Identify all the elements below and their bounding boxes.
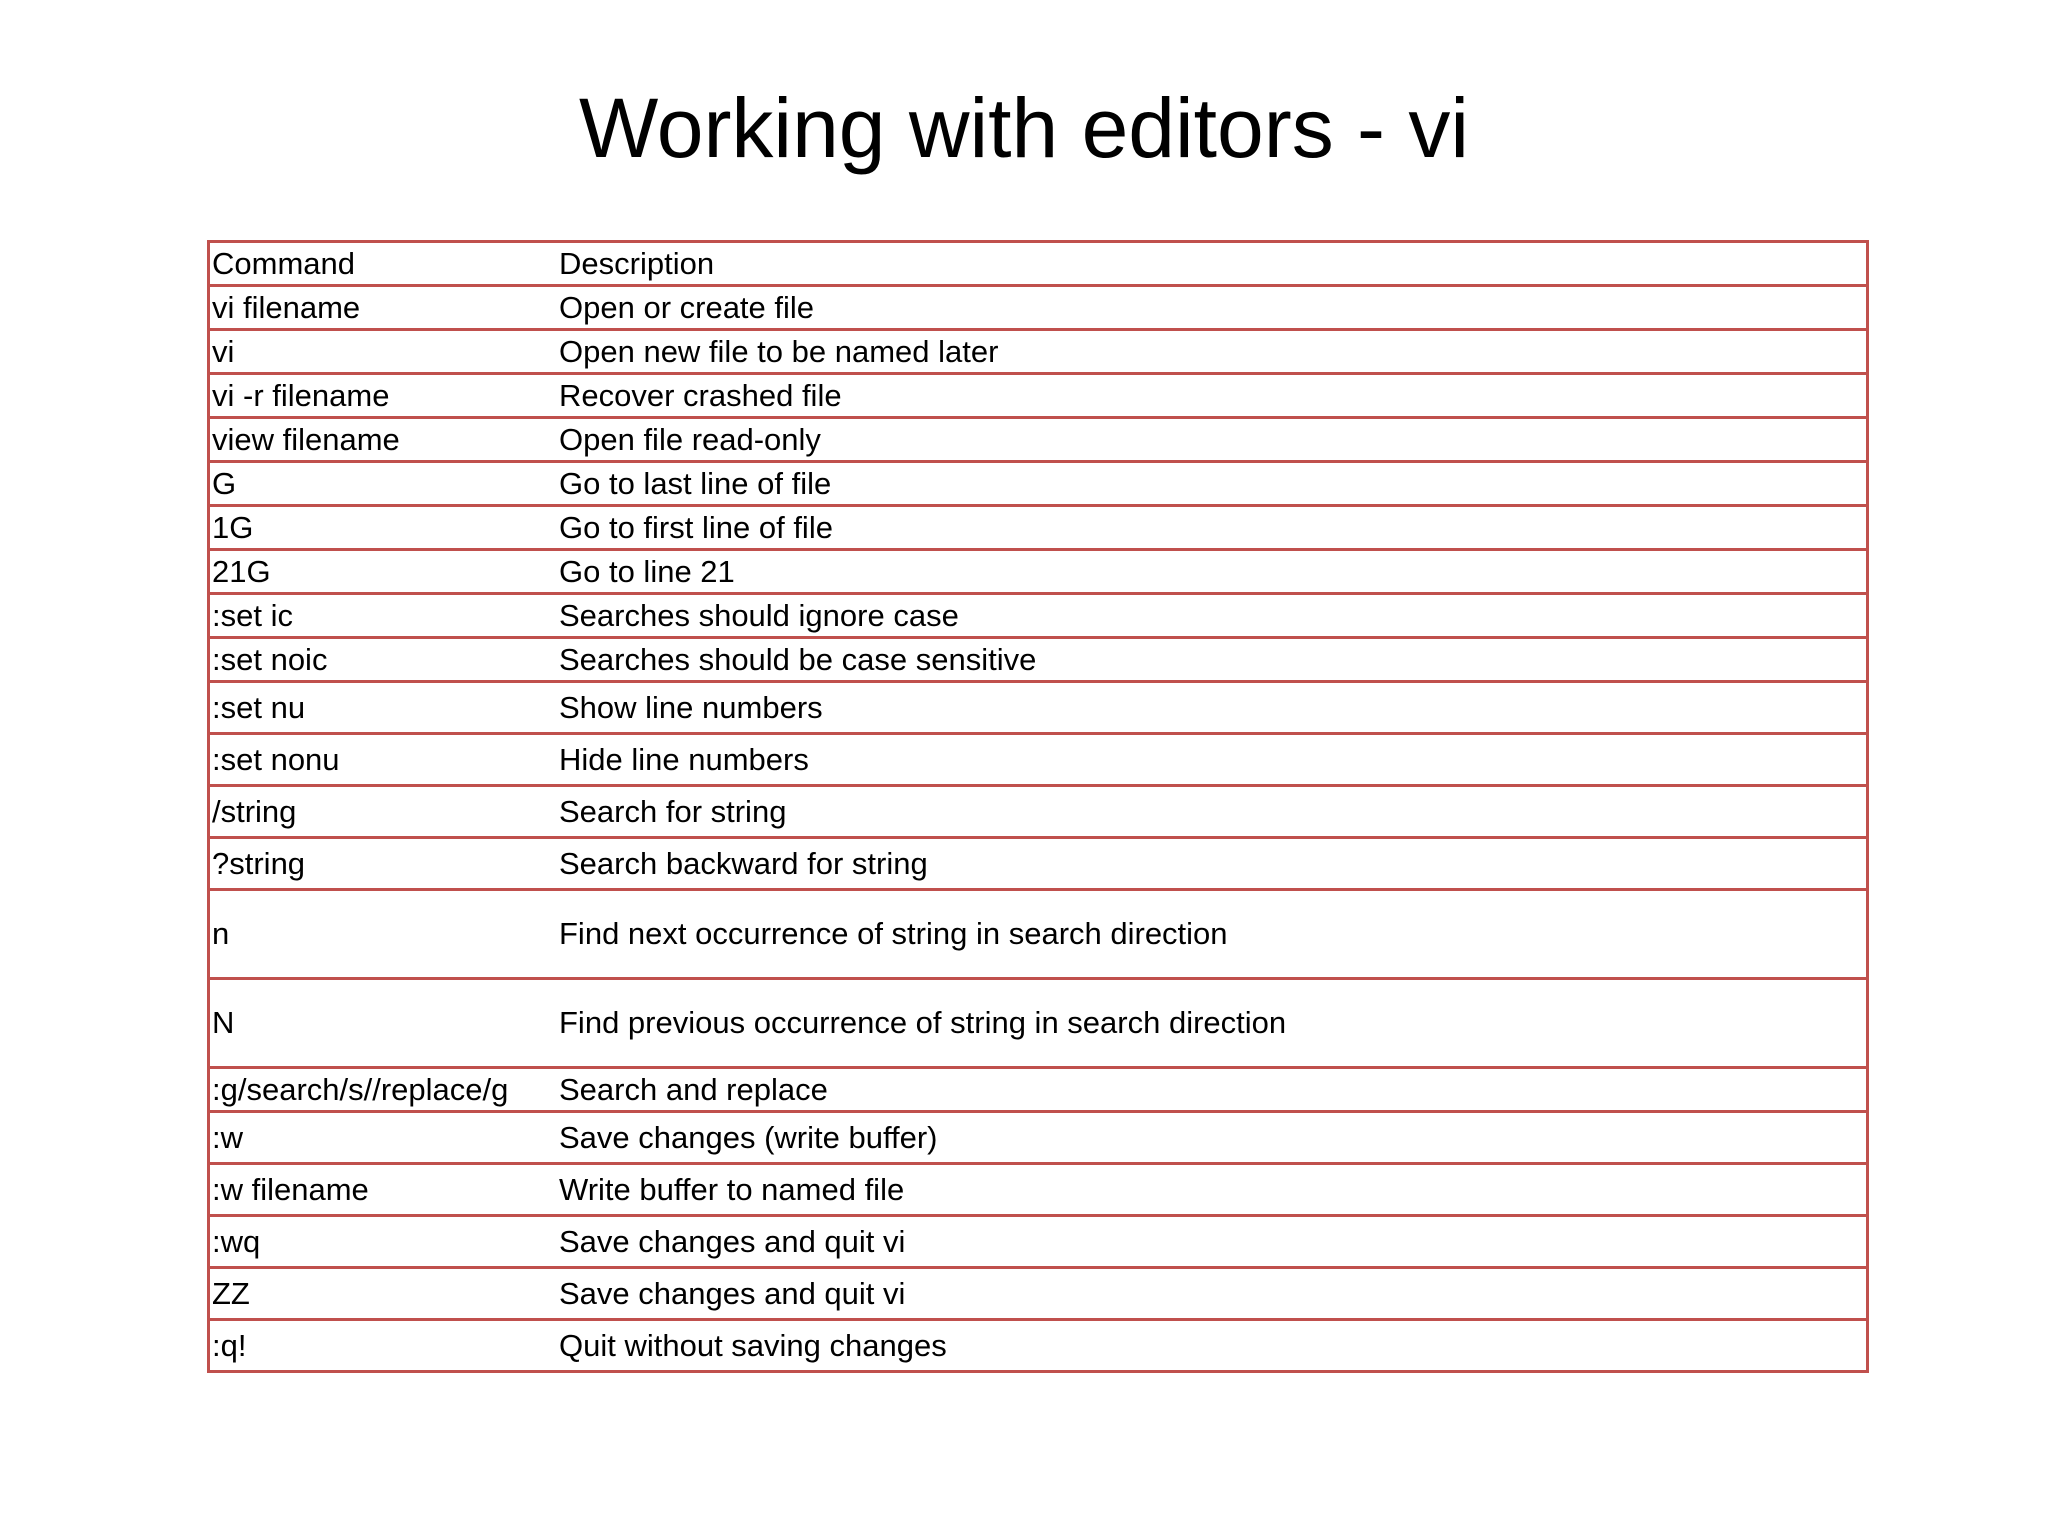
command-cell: :set ic bbox=[209, 594, 558, 638]
table-row bbox=[209, 838, 1868, 890]
table-row bbox=[209, 330, 1868, 374]
command-cell: :w filename bbox=[209, 1164, 558, 1216]
description-cell: Show line numbers bbox=[557, 682, 1868, 734]
command-cell: :g/search/s//replace/g bbox=[209, 1068, 558, 1112]
command-cell: :set nu bbox=[209, 682, 558, 734]
column-header-command: Command bbox=[209, 242, 558, 286]
command-cell: :w bbox=[209, 1112, 558, 1164]
command-cell: :set noic bbox=[209, 638, 558, 682]
description-cell: Search and replace bbox=[557, 1068, 1868, 1112]
table-row bbox=[209, 979, 1868, 1068]
table-row bbox=[209, 1068, 1868, 1112]
command-cell: /string bbox=[209, 786, 558, 838]
description-cell: Go to last line of file bbox=[557, 462, 1868, 506]
command-cell: :set nonu bbox=[209, 734, 558, 786]
command-cell: vi bbox=[209, 330, 558, 374]
table-row bbox=[209, 1216, 1868, 1268]
table-row bbox=[209, 734, 1868, 786]
command-cell: ?string bbox=[209, 838, 558, 890]
table-row bbox=[209, 638, 1868, 682]
description-cell: Search for string bbox=[557, 786, 1868, 838]
command-cell: :q! bbox=[209, 1320, 558, 1372]
command-cell: view filename bbox=[209, 418, 558, 462]
description-cell: Searches should be case sensitive bbox=[557, 638, 1868, 682]
command-cell: 21G bbox=[209, 550, 558, 594]
table-row bbox=[209, 682, 1868, 734]
description-cell: Hide line numbers bbox=[557, 734, 1868, 786]
table-row bbox=[209, 1320, 1868, 1372]
description-cell: Find previous occurrence of string in search direction bbox=[557, 979, 1868, 1068]
column-header-description: Description bbox=[557, 242, 1868, 286]
table-row bbox=[209, 550, 1868, 594]
description-cell: Open or create file bbox=[557, 286, 1868, 330]
command-cell: :wq bbox=[209, 1216, 558, 1268]
command-cell: vi filename bbox=[209, 286, 558, 330]
description-cell: Save changes and quit vi bbox=[557, 1268, 1868, 1320]
table-header-row bbox=[209, 242, 1868, 286]
table-row bbox=[209, 786, 1868, 838]
table-row bbox=[209, 462, 1868, 506]
description-cell: Open new file to be named later bbox=[557, 330, 1868, 374]
command-cell: vi -r filename bbox=[209, 374, 558, 418]
command-cell: 1G bbox=[209, 506, 558, 550]
description-cell: Write buffer to named file bbox=[557, 1164, 1868, 1216]
table-row bbox=[209, 506, 1868, 550]
command-cell: n bbox=[209, 890, 558, 979]
description-cell: Go to first line of file bbox=[557, 506, 1868, 550]
description-cell: Open file read-only bbox=[557, 418, 1868, 462]
description-cell: Save changes (write buffer) bbox=[557, 1112, 1868, 1164]
table-row bbox=[209, 374, 1868, 418]
description-cell: Quit without saving changes bbox=[557, 1320, 1868, 1372]
description-cell: Go to line 21 bbox=[557, 550, 1868, 594]
command-cell: ZZ bbox=[209, 1268, 558, 1320]
description-cell: Search backward for string bbox=[557, 838, 1868, 890]
table-row bbox=[209, 1268, 1868, 1320]
description-cell: Save changes and quit vi bbox=[557, 1216, 1868, 1268]
table-row bbox=[209, 1112, 1868, 1164]
description-cell: Find next occurrence of string in search direction bbox=[557, 890, 1868, 979]
description-cell: Searches should ignore case bbox=[557, 594, 1868, 638]
vi-commands-table bbox=[207, 240, 1869, 1373]
table-row bbox=[209, 890, 1868, 979]
slide-title: Working with editors - vi bbox=[578, 81, 1470, 175]
table-row bbox=[209, 594, 1868, 638]
table-row bbox=[209, 418, 1868, 462]
command-cell: G bbox=[209, 462, 558, 506]
table-row bbox=[209, 286, 1868, 330]
description-cell: Recover crashed file bbox=[557, 374, 1868, 418]
table-row bbox=[209, 1164, 1868, 1216]
command-cell: N bbox=[209, 979, 558, 1068]
